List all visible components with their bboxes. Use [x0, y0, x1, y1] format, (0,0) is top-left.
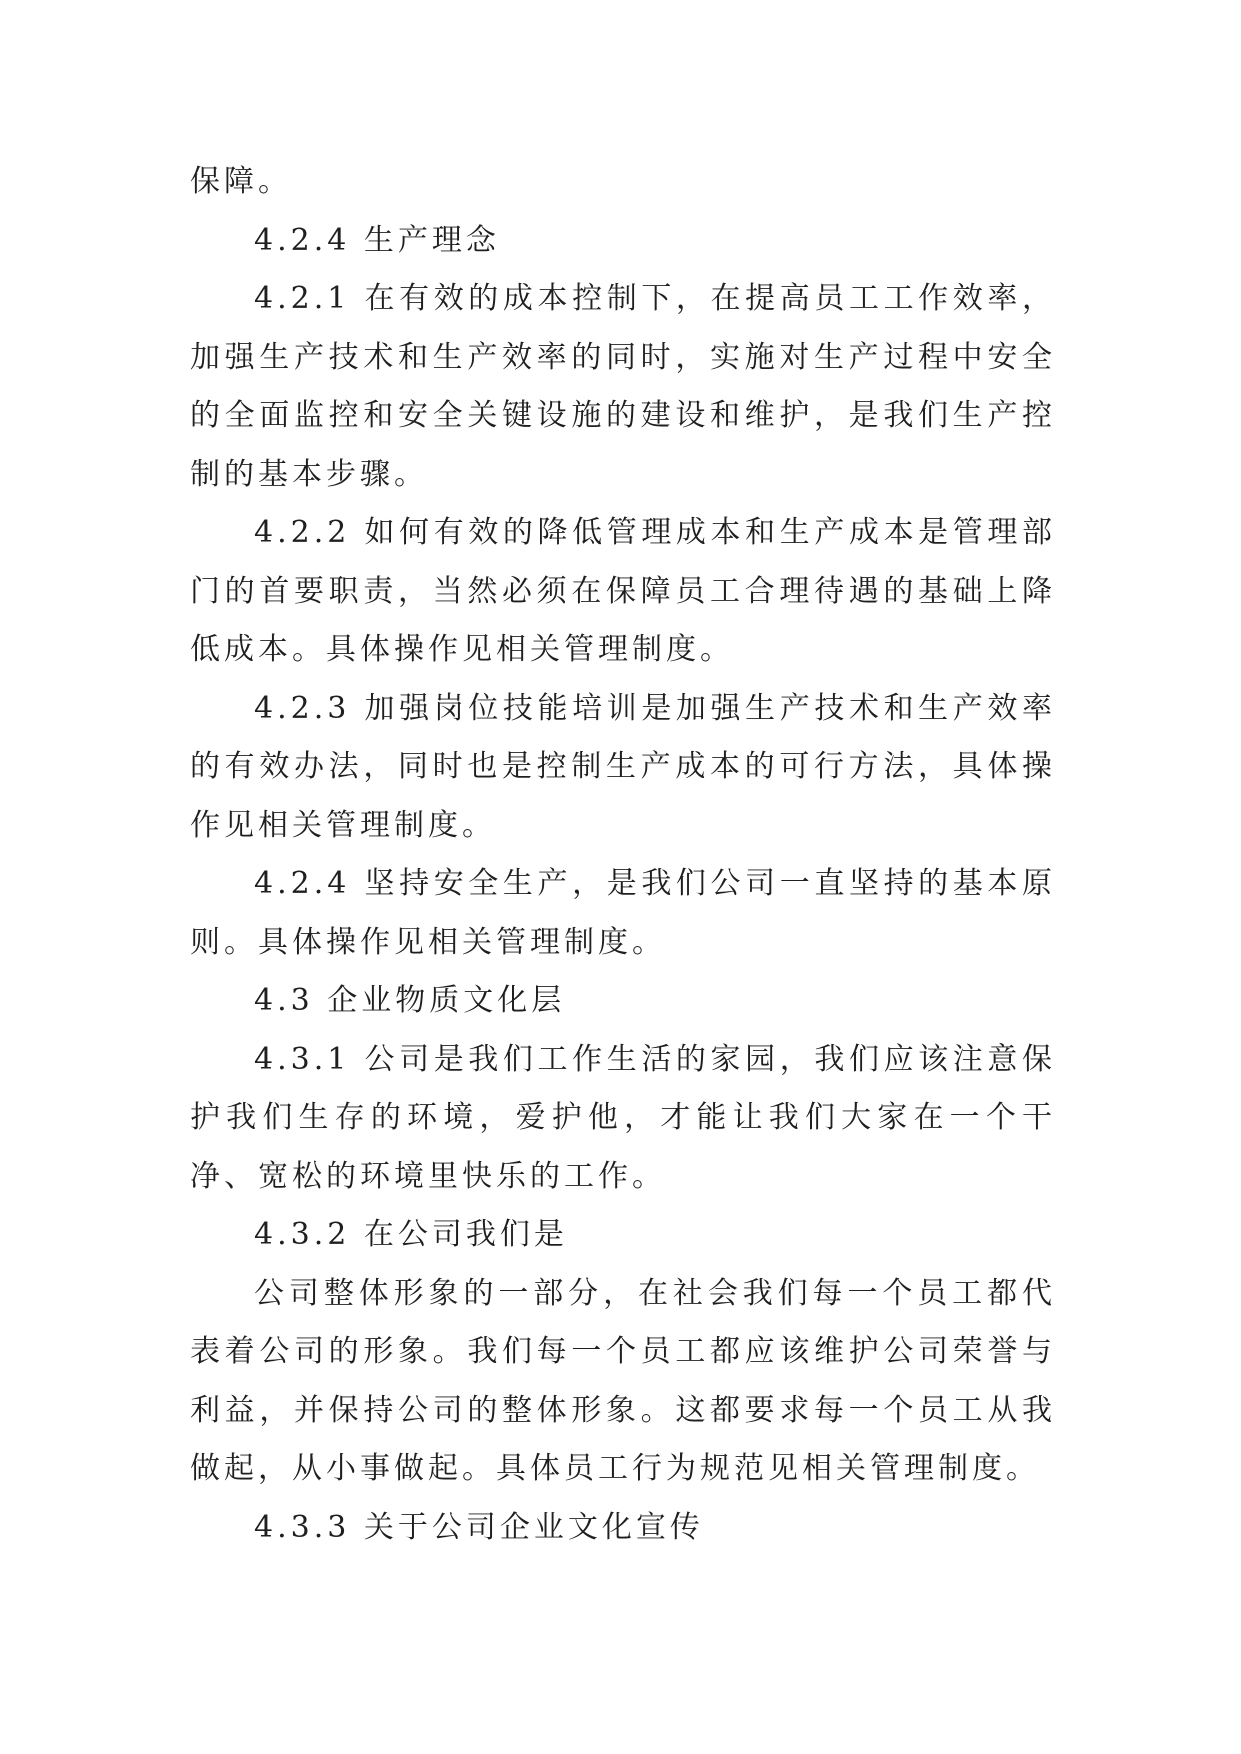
paragraph-4-2-3: 4.2.3 加强岗位技能培训是加强生产技术和生产效率的有效办法，同时也是控制生产成本的可行方法，具体操作见相关管理制度。: [190, 690, 1056, 843]
paragraph-continuation: 保障。: [190, 164, 292, 199]
section-heading-culture-promotion: 4.3.3 关于公司企业文化宣传: [254, 1509, 704, 1545]
paragraph-4-2-1: 4.2.1 在有效的成本控制下，在提高员工工作效率，加强生产技术和生产效率的同时，实施对生产过程中安全的全面监控和安全关键设施的建设和维护，是我们生产控制的基本步骤。: [190, 281, 1056, 492]
document-body: [190, 153, 1056, 1557]
paragraph-4-3-2: 4.3.2 在公司我们是: [254, 1217, 568, 1252]
paragraph-4-3-1: 4.3.1 公司是我们工作生活的家园，我们应该注意保护我们生存的环境，爱护他，才能让我们大家在一个干净、宽松的环境里快乐的工作。: [190, 1041, 1056, 1194]
paragraph-4-2-4: 4.2.4 坚持安全生产，是我们公司一直坚持的基本原则。具体操作见相关管理制度。: [190, 866, 1056, 960]
paragraph-4-2-2: 4.2.2 如何有效的降低管理成本和生产成本是管理部门的首要职责，当然必须在保障员工合理待遇的基础上降低成本。具体操作见相关管理制度。: [190, 515, 1056, 667]
section-heading-material-culture: 4.3 企业物质文化层: [254, 983, 566, 1018]
section-heading-production-philosophy: 4.2.4 生产理念: [254, 222, 500, 258]
paragraph-company-image: 公司整体形象的一部分，在社会我们每一个员工都代表着公司的形象。我们每一个员工都应该维护公司荣誉与利益，并保持公司的整体形象。这都要求每一个员工从我做起，从小事做起。具体员工行为规范见相关管理制度。: [190, 1275, 1056, 1486]
